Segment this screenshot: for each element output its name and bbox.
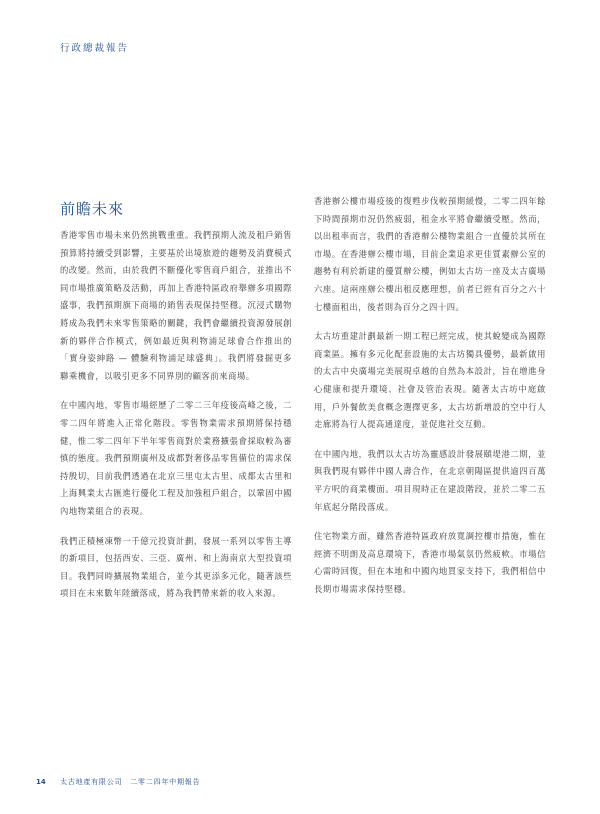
paragraph: 香港零售市場未來仍然挑戰重重。我們預期人流及租戶銷售預算將持續受到影響，主要基於出境旅遊的趨勢及消費模式的改變。然而，由於我們不斷優化零售商戶組合，並推出不同市場推廣策略及活動，再加上香港特區政府舉辦多項國際盛事，我們預期旗下商場的銷售表現保持堅穩。沉浸式購物將成為我們未來零售策略的關鍵，我們會繼續投資源發展創新的夥伴合作模式，例如最近與利物浦足球會合作推出的「實身姿紳路 — 體驗利物浦足球盛典」。我們將發掘更多聯乘機會，以吸引更多不同界別的顧客前來商場。 (60, 230, 292, 381)
page-number: 14 (36, 778, 46, 786)
paragraph: 香港辦公樓市場疫後的復甦步伐較預期緩慢，二零二四年餘下時間預期市況仍然疲弱，租金水平將會繼續受壓。然而，以出租率而言，我們的香港辦公樓物業組合一直優於其所在市場。在香港辦公樓市場，目前企業追求更佳質素辦公室的趨勢有利於新建的優質辦公樓，例如太古坊一座及太古廣場六座。這兩座辦公樓出租反應理想，前者已經有百分之六十七樓面租出，後者則為百分之四十四。 (314, 196, 546, 312)
page-title: 前瞻未來 (60, 200, 125, 218)
left-column (60, 227, 292, 615)
paragraph: 住宅物業方面，雖然香港特區政府放寬調控樓市措施，惟在經濟不明朗及高息環境下，香港市場氣氛仍然疲軟。市場信心需時回復，但在本地和中國內地買家支持下，我們相信中長期市場需求保持堅穩。 (314, 531, 546, 594)
page-footer (36, 777, 200, 787)
publication-name: 太古地產有限公司 二零二四年中期報告 (59, 778, 201, 786)
section-label: 行政總裁報告 (60, 43, 130, 54)
paragraph: 在中國內地，我們以太古坊為靈感設計發展頤堤港二期，並與我們現有夥伴中國人壽合作，在北京朝陽區提供逾四百萬平方呎的商業樓面。項目現時正在建設階段，並於二零二五年底起分階段落成。 (314, 448, 546, 512)
paragraph: 太古坊重建計劃最新一期工程已經完成，使其蛻變成為國際商業區。擁有多元化配套設施的太古坊獨具優勢，最新啟用的太古中央廣場完美展現卓越的自然為本設計，旨在增進身心健康和提升環境、社會及管治表現。隨著太古坊中庭啟用，戶外餐飲美食概念選擇更多，太古坊新增設的空中行人走廊將為行人提高通達度，並促進社交互動。 (314, 331, 546, 430)
paragraph: 在中國內地，零售市場經歷了二零二三年疫後高峰之後，二零二四年將進入正常化階段。零售物業需求預期將保持穩健，惟二零二四年下半年零售商對於業務擴張會採取較為審慎的態度。我們預期廣州及成都對奢侈品零售備位的需求保持殷切，目前我們透過在北京三里屯太古里、成都太古里和上海興業太古匯進行優化工程及加強租戶組合，以鞏固中國內地物業組合的表現。 (60, 400, 292, 516)
paragraph: 我們正積極凍幣一千億元投資計劃，發展一系列以零售主導的新項目，包括西安、三亞、廣州、和上海南京大型投資項目。我們同時擴展物業組合，並今其更添多元化，隨著該些項目在未來數年陸續落成，將為我們帶來新的收入來源。 (60, 535, 292, 599)
right-column (314, 193, 546, 610)
